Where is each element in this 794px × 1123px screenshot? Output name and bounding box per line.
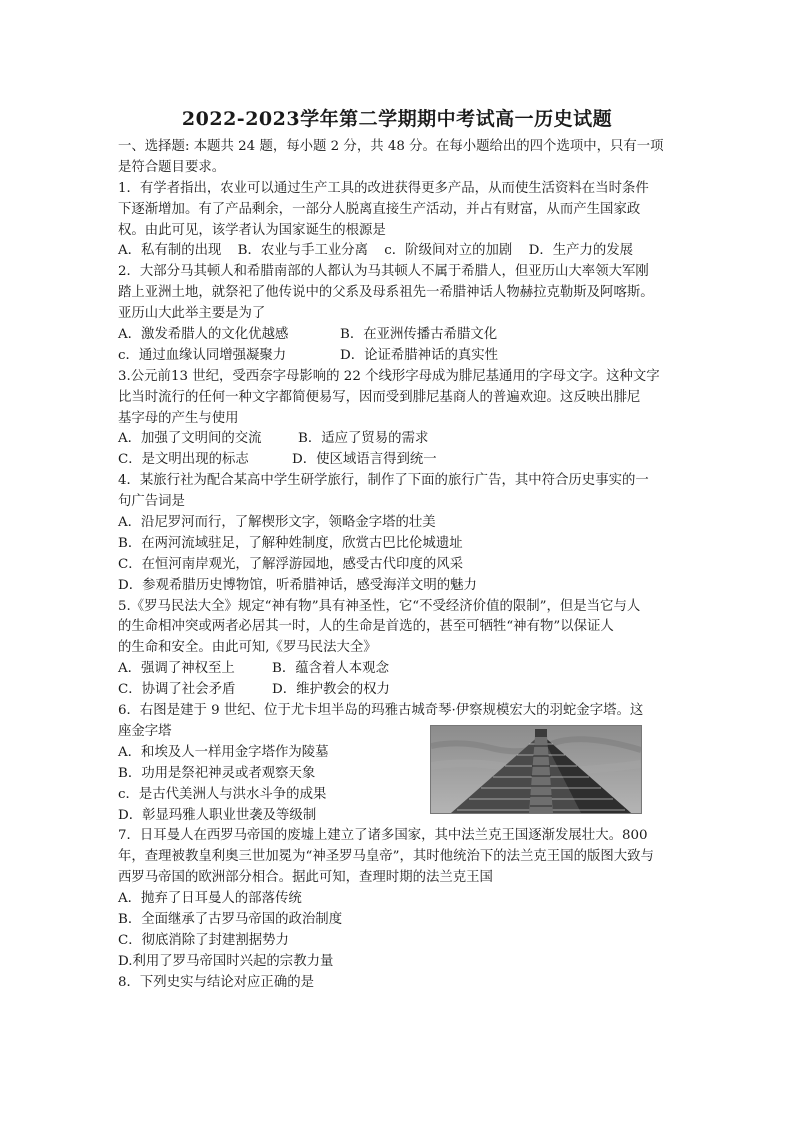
exam-body bbox=[118, 137, 684, 994]
q5-option-c: C．协调了社会矛盾 bbox=[118, 682, 236, 698]
q1-stem: 权。由此可见，该学者认为国家诞生的根源是 bbox=[118, 222, 386, 238]
q1-option-b: B．农业与手工业分离 bbox=[237, 243, 369, 259]
exam-title: 2022-2023学年第二学期期中考试高一历史试题 bbox=[181, 108, 613, 130]
q5-option-d: D．维护教会的权力 bbox=[272, 682, 390, 698]
q2-option-d: D．论证希腊神话的真实性 bbox=[340, 347, 499, 363]
q6-option-a: A．和埃及人一样用金字塔作为陵墓 bbox=[118, 744, 329, 760]
q3-stem: 3.公元前13 世纪，受西奈字母影响的 22 个线形字母成为腓尼基通用的字母文字。这种文字 bbox=[118, 368, 660, 384]
instructions-line: 一、选择题: 本题共 24 题，每小题 2 分，共 48 分。在每小题给出的四个选项中，只有一项 bbox=[118, 139, 664, 154]
q4-option-d: D．参观希腊历史博物馆，听希腊神话，感受海洋文明的魅力 bbox=[118, 577, 477, 593]
pyramid-icon bbox=[431, 726, 641, 813]
q6-option-d: D．彰显玛雅人职业世袭及等级制 bbox=[118, 807, 317, 823]
q1-option-d: D．生产力的发展 bbox=[528, 243, 634, 259]
q7-option-b: B．全面继承了古罗马帝国的政治制度 bbox=[118, 911, 343, 927]
q7-option-a: A．抛弃了日耳曼人的部落传统 bbox=[118, 891, 302, 907]
q6-option-c: c．是古代美洲人与洪水斗争的成果 bbox=[118, 786, 327, 802]
q3-option-c: C．是文明出现的标志 bbox=[118, 452, 249, 468]
q3-option-d: D．使区域语言得到统一 bbox=[292, 452, 437, 468]
q1-option-a: A．私有制的出现 bbox=[118, 243, 222, 259]
q2-option-a: A．激发希腊人的文化优越感 bbox=[118, 327, 289, 343]
q6-stem: 座金字塔 bbox=[118, 723, 172, 739]
q6-stem: 6．右图是建于 9 世纪、位于尤卡坦半岛的玛雅古城奇琴·伊察规模宏大的羽蛇金字塔。这 bbox=[118, 703, 644, 719]
q2-option-c: c．通过血缘认同增强凝聚力 bbox=[118, 347, 287, 363]
q2-stem: 2．大部分马其顿人和希腊南部的人都认为马其顿人不属于希腊人，但亚历山大率领大军刚 bbox=[118, 264, 649, 280]
q4-option-b: B．在两河流域驻足，了解种姓制度，欣赏古巴比伦城遗址 bbox=[118, 535, 463, 551]
q4-option-c: C．在恒河南岸观光，了解浮游园地，感受古代印度的风采 bbox=[118, 556, 464, 572]
q7-stem: 年，查理被教皇利奥三世加冕为“神圣罗马皇帝”，其时他统治下的法兰克王国的版图大致与 bbox=[118, 849, 654, 865]
q3-stem: 比当时流行的任何一种文字都简便易写，因而受到腓尼基商人的普遍欢迎。这反映出腓尼 bbox=[118, 389, 641, 405]
q6-block bbox=[118, 701, 684, 826]
q6-option-b: B．功用是祭祀神灵或者观察天象 bbox=[118, 765, 316, 781]
q1-stem: 1．有学者指出，农业可以通过生产工具的改进获得更多产品，从而使生活资料在当时条件 bbox=[118, 180, 649, 196]
q4-option-a: A．沿尼罗河而行，了解楔形文字，领略金字塔的壮美 bbox=[118, 515, 436, 531]
q5-stem: 5.《罗马民法大全》规定“神有物”具有神圣性，它“不受经济价值的限制”，但是当它与人 bbox=[118, 598, 641, 614]
q8-stem: 8．下列史实与结论对应正确的是 bbox=[118, 974, 314, 990]
q2-options-row bbox=[118, 346, 684, 367]
q3-options-row bbox=[118, 450, 684, 471]
q7-stem: 7．日耳曼人在西罗马帝国的废墟上建立了诸多国家，其中法兰克王国逐渐发展壮大。800 bbox=[118, 828, 648, 844]
q2-stem: 亚历山大此举主要是为了 bbox=[118, 306, 266, 322]
q1-stem: 下逐渐增加。有了产品剩余，一部分人脱离直接生产活动，并占有财富，从而产生国家政 bbox=[118, 201, 641, 217]
q2-stem: 踏上亚洲土地，就祭祀了他传说中的父系及母系祖先一希腊神话人物赫拉克勒斯及阿喀斯。 bbox=[118, 285, 654, 301]
q1-option-c: c．阶级间对立的加剧 bbox=[384, 243, 513, 259]
q5-stem: 的生命和安全。由此可知,《罗马民法大全》 bbox=[118, 640, 377, 656]
q3-options-row bbox=[118, 429, 684, 450]
q7-option-c: C．彻底消除了封建割据势力 bbox=[118, 932, 289, 948]
q1-options bbox=[118, 241, 684, 262]
q5-stem: 的生命相冲突或两者必居其一时，人的生命是首选的，甚至可牺牲“神有物”以保证人 bbox=[118, 619, 614, 635]
q4-stem: 句广告词是 bbox=[118, 494, 185, 510]
instructions-line: 是符合题目要求。 bbox=[118, 159, 226, 175]
q5-option-b: B．蕴含着人本观念 bbox=[272, 661, 389, 677]
q2-options-row bbox=[118, 325, 684, 346]
q7-stem: 西罗马帝国的欧洲部分相合。据此可知，查理时期的法兰克王国 bbox=[118, 870, 493, 886]
q2-option-b: B．在亚洲传播古希腊文化 bbox=[340, 327, 498, 343]
q3-stem: 基字母的产生与使用 bbox=[118, 410, 239, 426]
q3-option-a: A．加强了文明间的交流 bbox=[118, 431, 262, 447]
q4-stem: 4．某旅行社为配合某高中学生研学旅行，制作了下面的旅行广告，其中符合历史事实的一 bbox=[118, 473, 649, 489]
pyramid-photo bbox=[430, 725, 642, 814]
q3-option-b: B．适应了贸易的需求 bbox=[298, 431, 429, 447]
q5-option-a: A．强调了神权至上 bbox=[118, 661, 235, 677]
q7-option-d: D.利用了罗马帝国时兴起的宗教力量 bbox=[118, 953, 334, 969]
q5-options-row bbox=[118, 680, 684, 701]
q5-options-row bbox=[118, 659, 684, 680]
